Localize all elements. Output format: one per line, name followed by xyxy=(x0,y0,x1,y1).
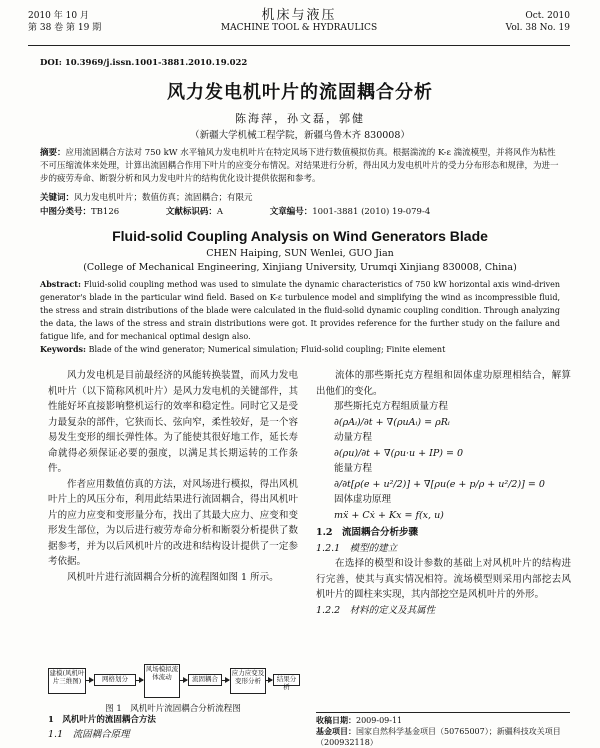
equation-energy: ∂/∂t[ρ(e + u²/2)] + ∇[ρu(e + p/ρ + u²/2)] = 0 xyxy=(334,478,545,490)
flow-arrow xyxy=(135,680,143,681)
abstract-cn xyxy=(40,147,560,186)
figure-caption: 图 1 风机叶片流固耦合分析流程图 xyxy=(105,704,241,714)
authors: 陈海萍，孙文磊，郭健 xyxy=(235,112,365,125)
en-affiliation: (College of Mechanical Engineering, Xinjiang University, Urumqi Xinjiang 830008, China) xyxy=(83,262,517,273)
fund-text: 国家自然科学基金项目（50765007）；新疆科技攻关项目（200932118） xyxy=(316,727,561,747)
equation-momentum: ∂(ρu)/∂t + ∇(ρu·u + IP) = 0 xyxy=(334,447,464,459)
header-date-cn: 2010 年 10 月 xyxy=(28,11,89,21)
doi: DOI: 10.3969/j.issn.1001-3881.2010.19.022 xyxy=(40,58,248,68)
article-label: 文章编号： xyxy=(269,207,313,217)
header-volume-cn: 第 38 卷 第 19 期 xyxy=(28,23,102,33)
flow-box-coupling: 流固耦合 xyxy=(188,674,222,686)
keywords-label: 关键词： xyxy=(40,193,75,203)
flow-box-mesh: 网格划分 xyxy=(94,674,136,686)
header-date-en: Oct. 2010 xyxy=(525,11,570,21)
en-keywords-text: Blade of the wind generator; Numerical simulation; Fluid-solid coupling; Finite element xyxy=(88,345,446,354)
body-paragraph: 在选择的模型和设计参数的基础上对风机叶片的结构进行完善，使其与真实情况相符。流场模型则采用内部挖去风机叶片的圆柱来实现，其内部挖空是风机叶片的外形。 xyxy=(316,558,571,600)
subsection-heading: 1.1 流固耦合原理 xyxy=(48,729,130,740)
received-date: 2009-09-11 xyxy=(356,716,403,725)
paper-title: 风力发电机叶片的流固耦合分析 xyxy=(167,82,433,103)
clc-value: TB126 xyxy=(91,207,120,217)
footnote xyxy=(316,715,570,748)
subsection-heading: 1.2.2 材料的定义及其属性 xyxy=(316,604,436,616)
flow-box-result: 结果分析 xyxy=(273,674,300,686)
en-abstract-text: Fluid-solid coupling method was used to simulate the dynamic characteristics of 750 kW horizontal axis wind-driven generator's blade in the particular wind field. Based on K-ε turbulence model and simplifying the wind as incompressible fluid, the stress and strain distributions of the blade were calculated in the fluid-solid dynamic coupling condition. Through analyzing the data, the laws of the stress and strain distributions were got. It provides reference for the further study on the failure and fatigue life, and for mechanical optimal design also. xyxy=(40,280,561,341)
clc-label: 中图分类号： xyxy=(40,207,92,217)
en-keywords xyxy=(40,344,560,354)
momentum-label: 动量方程 xyxy=(334,432,373,443)
flowchart-figure xyxy=(48,662,298,702)
ns-label: 那些斯托克方程组质量方程 xyxy=(334,401,449,412)
abstract-label: 摘要： xyxy=(40,148,66,158)
header-rule xyxy=(28,45,570,46)
header-right xyxy=(506,10,570,34)
solid-label: 固体虚功原理 xyxy=(334,494,392,505)
header-center xyxy=(28,10,570,34)
flow-box-stress: 应力应变及变形分析 xyxy=(230,668,266,694)
flow-box-windfield: 风场模拟流体流动 xyxy=(144,664,180,698)
affiliation: （新疆大学机械工程学院，新疆乌鲁木齐 830008） xyxy=(190,130,410,141)
en-keywords-label: Keywords: xyxy=(40,344,87,354)
doccode-label: 文献标识码： xyxy=(165,207,217,217)
section-heading: 1.2 流固耦合分析步骤 xyxy=(316,527,419,538)
energy-label: 能量方程 xyxy=(334,463,373,474)
body-paragraph: 流体的那些斯托克方程组和固体虚功原理相结合，解算出他们的变化。 xyxy=(316,370,571,397)
section-heading: 1 风机叶片的流固耦合方法 xyxy=(48,715,156,725)
flow-box-model: 建模(风机叶片三维图) xyxy=(48,668,86,694)
classification-line xyxy=(40,205,560,217)
equation-mass: ∂(ρAᵢ)/∂t + ∇(ρuAᵢ) = ρRᵢ xyxy=(334,416,450,428)
article-number: 1001-3881 (2010) 19-079-4 xyxy=(312,207,431,217)
en-abstract xyxy=(40,278,560,343)
journal-name-en: MACHINE TOOL & HYDRAULICS xyxy=(220,23,378,33)
subsection-heading: 1.2.1 模型的建立 xyxy=(316,542,398,554)
keywords-text: 风力发电机叶片；数值仿真；流固耦合；有限元 xyxy=(74,193,253,203)
en-abstract-label: Abstract: xyxy=(40,279,81,289)
right-column xyxy=(316,368,571,618)
flow-arrow xyxy=(85,680,93,681)
flow-arrow xyxy=(265,680,272,681)
header-volume-en: Vol. 38 No. 19 xyxy=(505,23,570,33)
abstract-text: 应用流固耦合方法对 750 kW 水平轴风力发电机叶片在特定风场下进行数值模拟仿真。根据湍流的 K-ε 湍流模型，并将风作为粘性不可压缩流体来处理，计算出流固耦合作用下叶片的应变分布情况。对结果进行分析，得出风力发电机叶片的受力分布形态和规律，为进一步的疲劳寿命、断裂分析和风力发电叶片的结构优化设计提供依据和参考。 xyxy=(40,148,559,184)
flow-arrow xyxy=(221,680,229,681)
doccode-value: A xyxy=(216,207,224,217)
received-label: 收稿日期： xyxy=(316,715,356,725)
body-paragraph: 作者应用数值仿真的方法，对风场进行模拟，得出风机叶片上的风压分布，利用此结果进行流固耦合，得出风机叶片的应力应变和变形量分布，找出了其最大应力、应变和变形发生部位，为以后进行疲劳寿命分析和断裂分析提供了数据参考，并为以后风机叶片的改进和结构设计提供了一定参考依据。 xyxy=(48,478,298,567)
journal-name-cn: 机床与液压 xyxy=(261,8,337,23)
en-title: Fluid-solid Coupling Analysis on Wind Generators Blade xyxy=(112,228,488,244)
en-authors: CHEN Haiping, SUN Wenlei, GUO Jian xyxy=(206,248,394,259)
equation-solid: mẍ + Cẋ + Kx = f(x, u) xyxy=(334,509,444,521)
fund-label: 基金项目： xyxy=(316,726,356,736)
flow-arrow xyxy=(179,680,187,681)
left-column xyxy=(48,368,298,585)
keywords-cn xyxy=(40,192,560,205)
running-header xyxy=(28,10,570,44)
body-paragraph: 风力发电机是目前最经济的风能转换装置，而风力发电机叶片（以下简称风机叶片）是风力发电机的关键部件，其性能好坏直接影响整机运行的效率和稳定性。同时它又是受力最复杂的部件，它狭而长、弦向窄，柔性较好，是一个容易发生变形的细长弹性体。为了能使其很好地工作，延长寿命就得必须保证必要的强度，以满足其长期运转的工作条件。 xyxy=(48,370,298,474)
footnote-rule xyxy=(316,712,570,713)
body-paragraph: 风机叶片进行流固耦合分析的流程图如图 1 所示。 xyxy=(67,571,279,583)
